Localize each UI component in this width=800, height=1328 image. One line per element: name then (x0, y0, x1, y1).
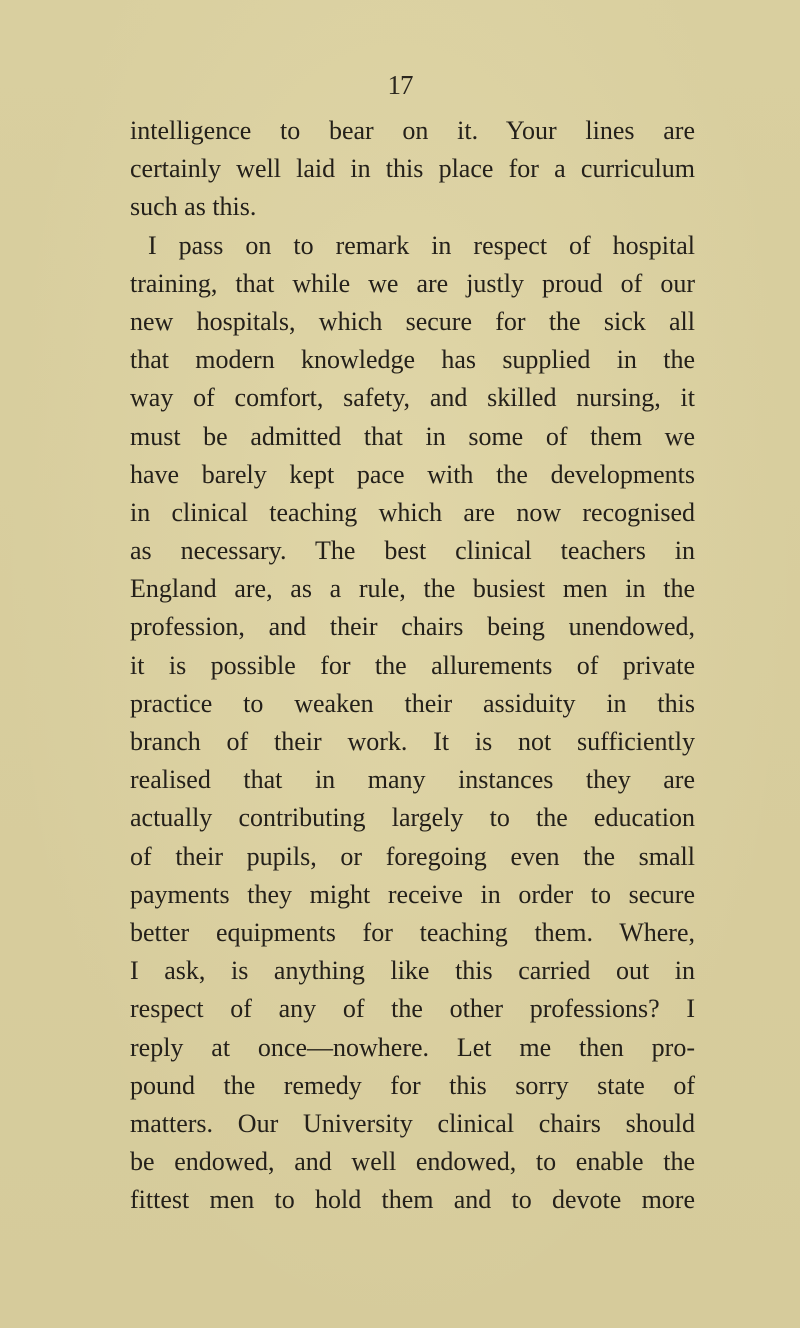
text-line: in clinical teaching which are now recognised (130, 497, 695, 527)
page-number: 17 (387, 70, 413, 100)
text-line: of their pupils, or foregoing even the small (130, 841, 695, 871)
text-line: I ask, is anything like this carried out in (130, 956, 695, 986)
text-line: be endowed, and well endowed, to enable the (130, 1147, 695, 1177)
text-line: realised that in many instances they are (130, 765, 695, 795)
text-line: respect of any of the other professions? I (130, 994, 695, 1024)
text-line: it is possible for the allurements of private (130, 650, 695, 680)
text-line: new hospitals, which secure for the sick all (130, 306, 695, 336)
text-line: better equipments for teaching them. Where, (130, 917, 695, 947)
text-line: such as this. (130, 192, 257, 222)
text-line: branch of their work. It is not sufficiently (130, 727, 695, 756)
text-line: have barely kept pace with the developments (130, 459, 695, 489)
text-line: that modern knowledge has supplied in the (130, 345, 695, 375)
text-line: as necessary. The best clinical teachers in (130, 536, 695, 566)
text-line: reply at once—nowhere. Let me then pro- (130, 1032, 695, 1062)
body-text (130, 112, 695, 1219)
text-line: must be admitted that in some of them we (130, 421, 695, 451)
text-line: training, that while we are justly proud of our (130, 268, 695, 298)
text-line: payments they might receive in order to secure (130, 879, 695, 909)
text-line: intelligence to bear on it. Your lines are (130, 116, 695, 145)
text-line: I pass on to remark in respect of hospital (148, 230, 695, 260)
text-line: certainly well laid in this place for a curriculum (130, 154, 695, 184)
text-line: fittest men to hold them and to devote more (130, 1185, 695, 1215)
text-line: actually contributing largely to the education (130, 803, 695, 833)
text-line: practice to weaken their assiduity in this (130, 688, 695, 718)
text-line: matters. Our University clinical chairs should (130, 1108, 695, 1138)
text-line: profession, and their chairs being unendowed, (130, 612, 695, 642)
text-line: way of comfort, safety, and skilled nursing, it (130, 383, 695, 413)
text-line: England are, as a rule, the busiest men in the (130, 574, 695, 604)
text-line: pound the remedy for this sorry state of (130, 1070, 695, 1100)
